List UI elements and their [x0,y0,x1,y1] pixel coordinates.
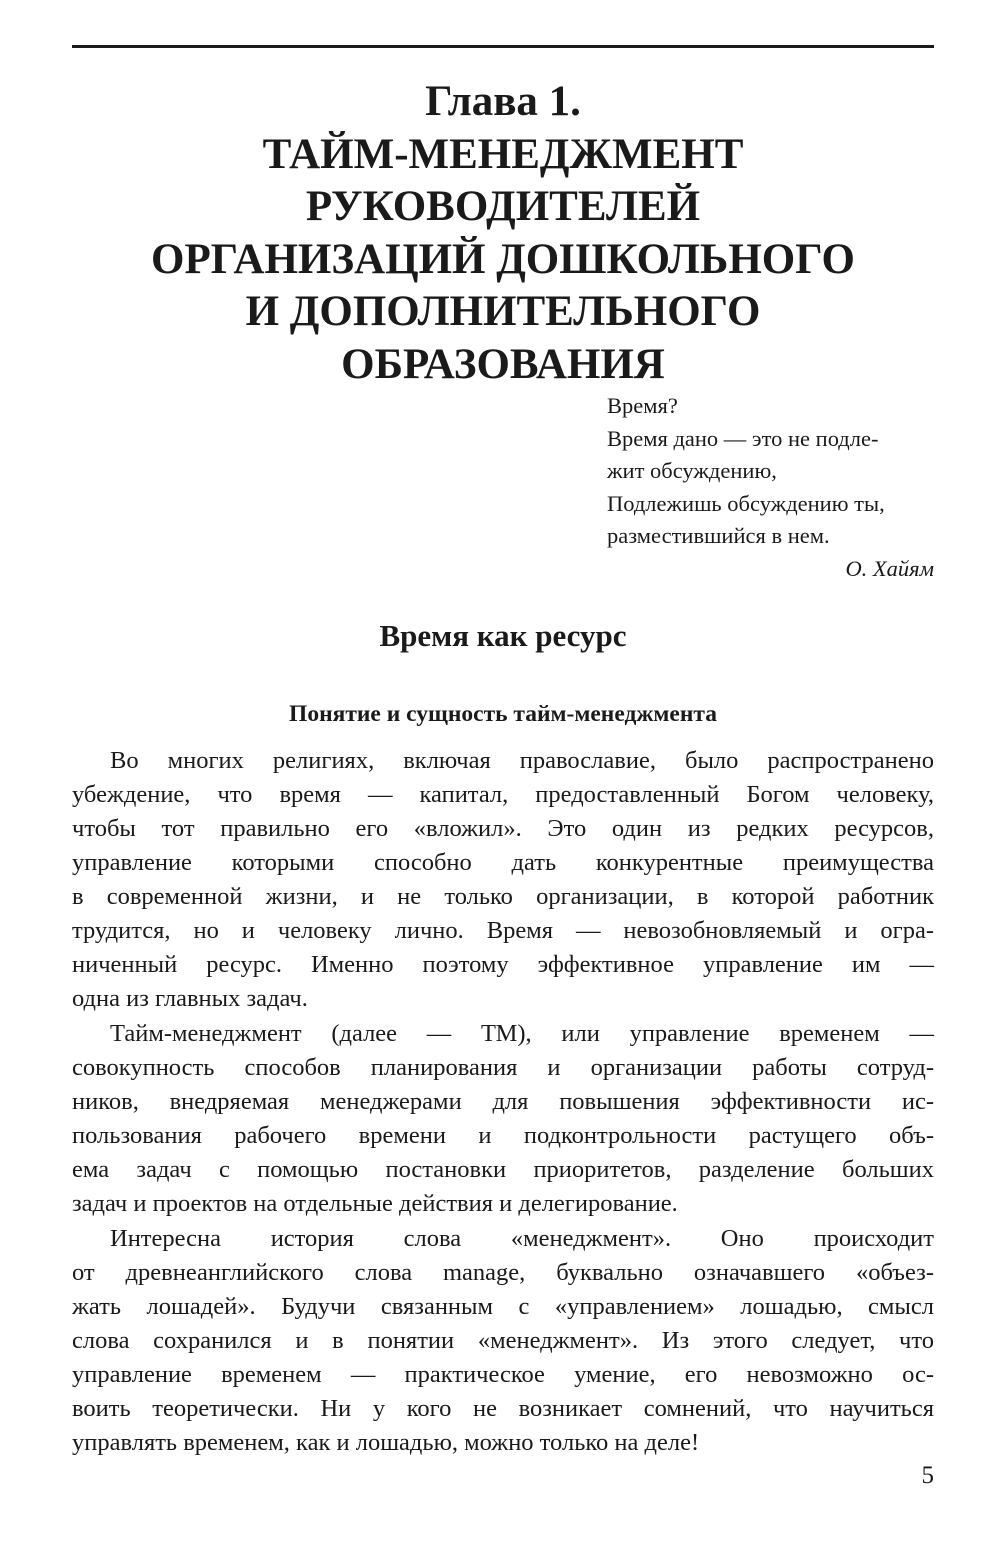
chapter-title-line: ОРГАНИЗАЦИЙ ДОШКОЛЬНОГО [151,235,855,283]
text-line: от древнеанглийского слова manage, буквально означавшего «объез- [72,1259,934,1287]
epigraph-author: О. Хайям [845,555,934,581]
text-line: ников, внедряемая менеджерами для повышения эффективности ис- [72,1087,934,1115]
chapter-title-line: И ДОПОЛНИТЕЛЬНОГО [245,288,761,335]
text-line: трудится, но и человеку лично. Время — невозобновляемый и огра- [72,916,934,944]
epigraph-line: Подлежишь обсуждению ты, [607,490,885,516]
text-line: одна из главных задач. [72,984,308,1012]
text-line: ема задач с помощью постановки приоритетов, разделение больших [72,1155,934,1183]
text-line: слова сохранился и в понятии «менеджмент». Из этого следует, что [72,1326,934,1354]
text-line: убеждение, что время — капитал, предоставленный Богом человеку, [72,780,934,808]
text-line: пользования рабочего времени и подконтрольности растущего объ- [72,1121,934,1149]
epigraph-line: разместившийся в нем. [607,523,830,549]
epigraph-line: Время дано — это не подле- [607,425,879,451]
text-line: воить теоретически. Ни у кого не возникает сомнений, что научиться [72,1394,934,1422]
epigraph [607,390,934,586]
body-text [72,744,934,1461]
subsection-title: Понятие и сущность тайм-менеджмента [289,701,717,727]
chapter-title-line: РУКОВОДИТЕЛЕЙ [305,183,701,230]
text-line: управление которыми способно дать конкурентные преимущества [72,848,934,876]
text-line: Интересна история слова «менеджмент». Оно происходит [110,1225,934,1253]
text-line: жать лошадей». Будучи связанным с «управлением» лошадью, смысл [72,1293,934,1321]
chapter-heading [72,76,934,391]
text-line: Во многих религиях, включая православие, было распространено [110,747,934,774]
epigraph-line: жит обсуждению, [607,458,777,484]
text-line: ниченный ресурс. Именно поэтому эффективное управление им — [72,950,934,978]
chapter-title-line: ОБРАЗОВАНИЯ [341,340,665,388]
text-line: управлять временем, как и лошадью, можно только на деле! [72,1428,700,1456]
text-line: управление временем — практическое умение, его невозможно ос- [72,1360,934,1388]
chapter-label: Глава 1. [425,78,581,125]
paragraph [72,1017,934,1221]
top-rule [72,45,934,48]
text-line: в современной жизни, и не только организации, в которой работник [72,882,934,910]
section-title: Время как ресурс [379,618,627,653]
text-line: Тайм-менеджмент (далее — ТМ), или управление временем — [110,1020,934,1048]
text-line: задач и проектов на отдельные действия и делегирование. [72,1189,678,1217]
page-number: 5 [921,1462,934,1489]
epigraph-line: Время? [607,393,678,418]
text-line: совокупность способов планирования и организации работы сотруд- [72,1053,934,1081]
text-line: чтобы тот правильно его «вложил». Это один из редких ресурсов, [72,814,934,842]
paragraph [72,744,934,1016]
chapter-title-line: ТАЙМ-МЕНЕДЖМЕНТ [262,130,744,178]
paragraph [72,1222,934,1460]
